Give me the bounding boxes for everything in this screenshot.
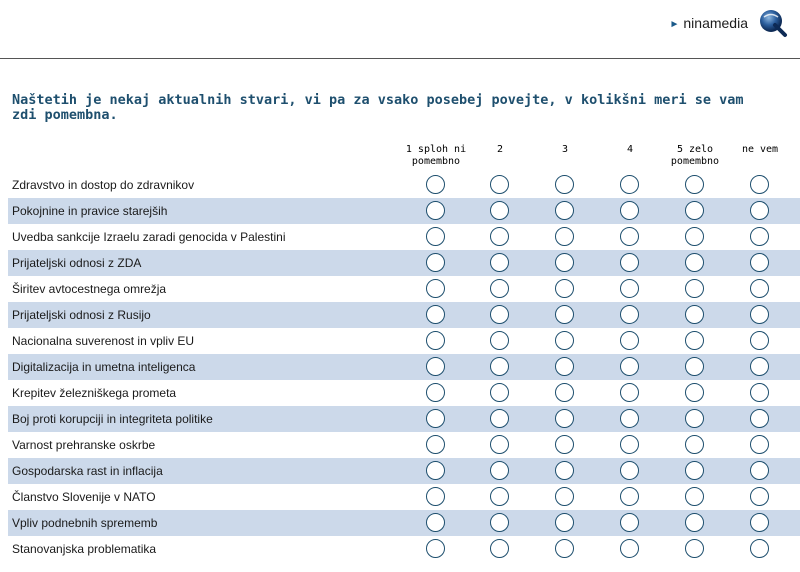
- radio-option-3[interactable]: [555, 409, 574, 428]
- item-label: Širitev avtocestnega omrežja: [12, 282, 167, 296]
- radio-option-3[interactable]: [555, 461, 574, 480]
- table-row: [8, 198, 800, 224]
- radio-option-3[interactable]: [555, 201, 574, 220]
- radio-option-4[interactable]: [620, 461, 639, 480]
- radio-option-1[interactable]: [426, 461, 445, 480]
- table-row: [8, 276, 800, 302]
- radio-option-2[interactable]: [490, 539, 509, 558]
- radio-option-5[interactable]: [685, 331, 704, 350]
- column-header-line2: pomembno: [670, 155, 720, 167]
- item-label: Prijateljski odnosi z Rusijo: [12, 308, 151, 322]
- table-row: [8, 510, 800, 536]
- header-bar: [0, 0, 800, 59]
- radio-option-2[interactable]: [490, 409, 509, 428]
- radio-option-2[interactable]: [490, 461, 509, 480]
- column-header-6: [725, 144, 795, 156]
- radio-option-2[interactable]: [490, 383, 509, 402]
- radio-option-1[interactable]: [426, 305, 445, 324]
- table-row: [8, 380, 800, 406]
- radio-option-4[interactable]: [620, 175, 639, 194]
- radio-option-3[interactable]: [555, 357, 574, 376]
- radio-option-3[interactable]: [555, 435, 574, 454]
- radio-option-3[interactable]: [555, 383, 574, 402]
- radio-option-1[interactable]: [426, 487, 445, 506]
- radio-option-6[interactable]: [750, 227, 769, 246]
- table-row: [8, 172, 800, 198]
- column-header-2: [465, 144, 535, 156]
- radio-option-2[interactable]: [490, 305, 509, 324]
- item-label: Prijateljski odnosi z ZDA: [12, 256, 142, 270]
- radio-option-5[interactable]: [685, 279, 704, 298]
- column-header-line2: pomembno: [411, 155, 461, 167]
- radio-option-4[interactable]: [620, 201, 639, 220]
- radio-option-3[interactable]: [555, 227, 574, 246]
- item-label: Vpliv podnebnih sprememb: [12, 516, 158, 530]
- radio-option-3[interactable]: [555, 539, 574, 558]
- table-row: [8, 302, 800, 328]
- table-row: [8, 354, 800, 380]
- radio-option-5[interactable]: [685, 201, 704, 220]
- table-row: [8, 328, 800, 354]
- radio-option-1[interactable]: [426, 201, 445, 220]
- item-label: Boj proti korupciji in integriteta politike: [12, 412, 213, 426]
- radio-option-1[interactable]: [426, 279, 445, 298]
- radio-option-3[interactable]: [555, 279, 574, 298]
- item-label: Gospodarska rast in inflacija: [12, 464, 163, 478]
- radio-option-4[interactable]: [620, 383, 639, 402]
- radio-option-1[interactable]: [426, 175, 445, 194]
- column-header-line1: 5 zelo: [676, 144, 714, 155]
- radio-option-5[interactable]: [685, 305, 704, 324]
- item-label: Krepitev železniškega prometa: [12, 386, 177, 400]
- column-header-4: [595, 144, 665, 156]
- radio-option-4[interactable]: [620, 279, 639, 298]
- item-label: Digitalizacija in umetna inteligenca: [12, 360, 196, 374]
- brand-name: ninamedia: [683, 15, 748, 31]
- item-label: Varnost prehranske oskrbe: [12, 438, 156, 452]
- radio-option-1[interactable]: [426, 253, 445, 272]
- radio-option-5[interactable]: [685, 253, 704, 272]
- radio-option-2[interactable]: [490, 487, 509, 506]
- column-header-1: [401, 144, 471, 167]
- radio-option-6[interactable]: [750, 357, 769, 376]
- radio-option-4[interactable]: [620, 305, 639, 324]
- table-row: [8, 536, 800, 562]
- radio-option-4[interactable]: [620, 253, 639, 272]
- radio-option-6[interactable]: [750, 305, 769, 324]
- radio-option-5[interactable]: [685, 357, 704, 376]
- table-row: [8, 250, 800, 276]
- radio-option-6[interactable]: [750, 175, 769, 194]
- radio-option-6[interactable]: [750, 383, 769, 402]
- radio-option-5[interactable]: [685, 227, 704, 246]
- radio-option-4[interactable]: [620, 539, 639, 558]
- radio-option-4[interactable]: [620, 331, 639, 350]
- column-header-line1: 4: [626, 144, 634, 155]
- radio-option-5[interactable]: [685, 539, 704, 558]
- radio-option-6[interactable]: [750, 513, 769, 532]
- radio-option-2[interactable]: [490, 331, 509, 350]
- radio-option-2[interactable]: [490, 227, 509, 246]
- radio-option-3[interactable]: [555, 487, 574, 506]
- radio-option-6[interactable]: [750, 201, 769, 220]
- radio-option-3[interactable]: [555, 305, 574, 324]
- item-label: Nacionalna suverenost in vpliv EU: [12, 334, 195, 348]
- radio-option-4[interactable]: [620, 435, 639, 454]
- radio-option-2[interactable]: [490, 201, 509, 220]
- item-label: Pokojnine in pravice starejših: [12, 204, 168, 218]
- column-header-line1: ne vem: [741, 144, 779, 155]
- radio-option-2[interactable]: [490, 357, 509, 376]
- radio-option-6[interactable]: [750, 253, 769, 272]
- radio-option-5[interactable]: [685, 175, 704, 194]
- radio-option-1[interactable]: [426, 539, 445, 558]
- table-row: [8, 484, 800, 510]
- radio-option-2[interactable]: [490, 175, 509, 194]
- column-header-3: [530, 144, 600, 156]
- radio-option-6[interactable]: [750, 461, 769, 480]
- radio-option-5[interactable]: [685, 487, 704, 506]
- radio-option-1[interactable]: [426, 435, 445, 454]
- table-row: [8, 224, 800, 250]
- item-label: Članstvo Slovenije v NATO: [12, 490, 156, 504]
- radio-option-6[interactable]: [750, 279, 769, 298]
- radio-option-2[interactable]: [490, 279, 509, 298]
- radio-option-2[interactable]: [490, 513, 509, 532]
- radio-option-5[interactable]: [685, 513, 704, 532]
- column-header-line1: 1 sploh ni: [405, 144, 467, 155]
- radio-option-4[interactable]: [620, 357, 639, 376]
- table-row: [8, 458, 800, 484]
- radio-option-6[interactable]: [750, 539, 769, 558]
- radio-option-5[interactable]: [685, 383, 704, 402]
- radio-option-3[interactable]: [555, 331, 574, 350]
- radio-option-1[interactable]: [426, 331, 445, 350]
- radio-option-1[interactable]: [426, 227, 445, 246]
- question-text: Naštetih je nekaj aktualnih stvari, vi pa za vsako posebej povejte, v kolikšni meri se vam zdi pomembna.: [12, 92, 744, 123]
- radio-option-3[interactable]: [555, 253, 574, 272]
- item-label: Stanovanjska problematika: [12, 542, 157, 556]
- radio-option-5[interactable]: [685, 409, 704, 428]
- column-header-5: [660, 144, 730, 167]
- radio-option-5[interactable]: [685, 461, 704, 480]
- radio-option-3[interactable]: [555, 513, 574, 532]
- radio-option-3[interactable]: [555, 175, 574, 194]
- radio-option-4[interactable]: [620, 409, 639, 428]
- radio-option-1[interactable]: [426, 357, 445, 376]
- brand-logo: [669, 8, 788, 38]
- table-row: [8, 432, 800, 458]
- radio-option-2[interactable]: [490, 435, 509, 454]
- radio-option-1[interactable]: [426, 513, 445, 532]
- radio-option-4[interactable]: [620, 227, 639, 246]
- matrix-question: [8, 172, 800, 562]
- ninamedia-globe-icon: [758, 8, 788, 38]
- radio-option-6[interactable]: [750, 487, 769, 506]
- radio-option-1[interactable]: [426, 383, 445, 402]
- radio-option-4[interactable]: [620, 513, 639, 532]
- radio-option-5[interactable]: [685, 435, 704, 454]
- triangle-right-icon: ►: [669, 18, 680, 30]
- radio-option-6[interactable]: [750, 435, 769, 454]
- column-header-line1: 2: [496, 144, 504, 155]
- radio-option-4[interactable]: [620, 487, 639, 506]
- item-label: Uvedba sankcije Izraelu zaradi genocida v Palestini: [12, 230, 286, 244]
- table-row: [8, 406, 800, 432]
- item-label: Zdravstvo in dostop do zdravnikov: [12, 178, 195, 192]
- radio-option-6[interactable]: [750, 331, 769, 350]
- radio-option-6[interactable]: [750, 409, 769, 428]
- radio-option-1[interactable]: [426, 409, 445, 428]
- column-header-line1: 3: [561, 144, 569, 155]
- radio-option-2[interactable]: [490, 253, 509, 272]
